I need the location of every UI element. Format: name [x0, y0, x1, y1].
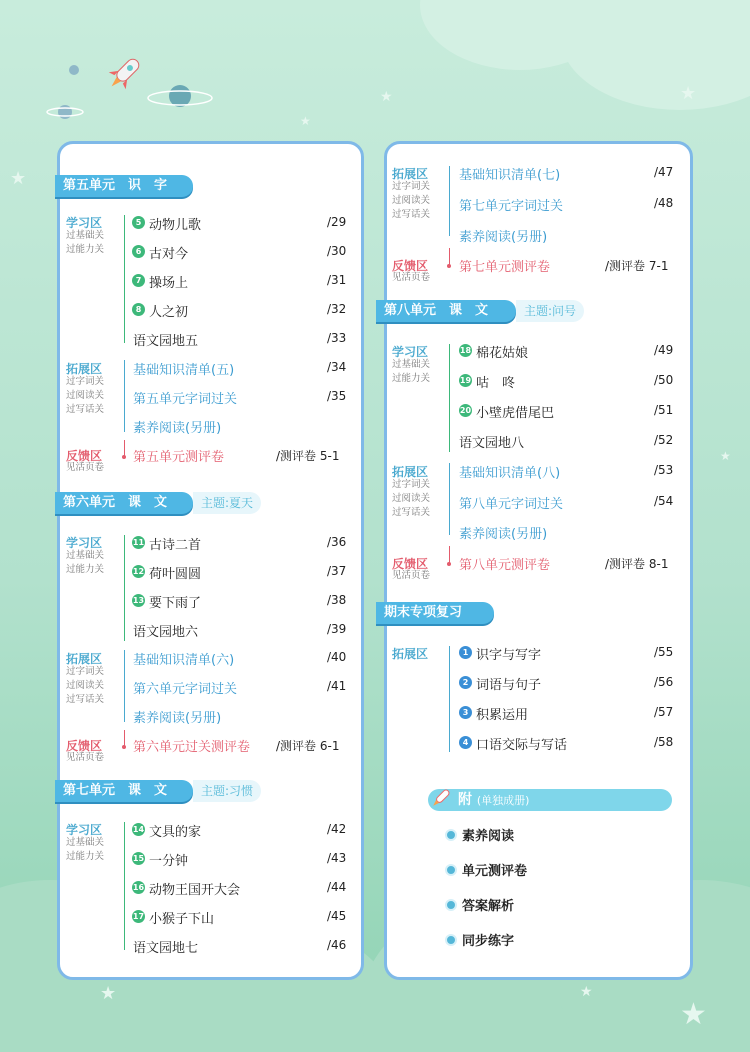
zone-sub: 过基础关 [66, 837, 105, 848]
planet-icon [145, 80, 215, 116]
zone-label: 拓展区 [66, 362, 103, 376]
page-number: /测评卷 7-1 [605, 259, 669, 273]
toc-item[interactable]: 第八单元字词过关 [459, 497, 564, 512]
toc-item[interactable]: 积累运用 [476, 708, 529, 723]
page-number: /56 [654, 675, 674, 689]
toc-item[interactable]: 基础知识清单(六) [133, 653, 235, 668]
appendix-note: (单独成册) [476, 794, 530, 807]
lesson-number: 16 [132, 883, 145, 892]
lesson-number: 8 [132, 303, 145, 316]
zone-sub: 过字词关 [66, 666, 105, 677]
zone-sub: 过阅读关 [66, 390, 105, 401]
zone-sub: 过写话关 [66, 694, 105, 705]
page-number: /32 [327, 302, 347, 316]
moon-icon [68, 64, 80, 76]
page-number: /测评卷 5-1 [276, 449, 340, 463]
divider [449, 166, 450, 236]
lesson-number: 12 [132, 567, 145, 576]
zone-sub: 过阅读关 [66, 680, 105, 691]
toc-item[interactable]: 动物王国开大会 [149, 883, 241, 898]
page-number: /49 [654, 343, 674, 357]
lesson-number: 11 [132, 538, 145, 547]
toc-item[interactable]: 第六单元过关测评卷 [133, 740, 251, 755]
appendix-item[interactable]: 同步练字 [462, 934, 515, 949]
toc-item[interactable]: 动物儿歌 [149, 218, 202, 233]
page-number: /35 [327, 389, 347, 403]
page-number: /36 [327, 535, 347, 549]
planet-icon [445, 899, 457, 911]
zone-label: 拓展区 [66, 652, 103, 666]
page-number: /34 [327, 360, 347, 374]
zone-sub: 过字词关 [392, 181, 431, 192]
toc-item[interactable]: 素养阅读(另册) [133, 421, 222, 436]
page-number: /41 [327, 679, 347, 693]
page-number: /30 [327, 244, 347, 258]
page-number: /53 [654, 463, 674, 477]
zone-sub: 过能力关 [66, 244, 105, 255]
appendix-item[interactable]: 素养阅读 [462, 829, 515, 844]
page-number: /46 [327, 938, 347, 952]
page-number: /测评卷 6-1 [276, 739, 340, 753]
appendix-header [428, 789, 672, 811]
toc-item[interactable]: 素养阅读(另册) [459, 527, 548, 542]
zone-sub: 过阅读关 [392, 195, 431, 206]
toc-item[interactable]: 第七单元测评卷 [459, 260, 551, 275]
appendix-title: 附 [458, 792, 472, 808]
page-number: /44 [327, 880, 347, 894]
page-number: /57 [654, 705, 674, 719]
zone-sub: 过阅读关 [392, 493, 431, 504]
rocket-icon [428, 785, 454, 811]
page-number: /58 [654, 735, 674, 749]
appendix-item[interactable]: 答案解析 [462, 899, 515, 914]
toc-item[interactable]: 基础知识清单(七) [459, 168, 561, 183]
toc-item[interactable]: 咕 咚 [476, 376, 516, 391]
divider [124, 535, 125, 641]
page-number: /39 [327, 622, 347, 636]
zone-label: 学习区 [66, 823, 103, 837]
planet-icon [445, 829, 457, 841]
zone-sub: 过能力关 [66, 851, 105, 862]
toc-item[interactable]: 第七单元字词过关 [459, 199, 564, 214]
page-number: /47 [654, 165, 674, 179]
zone-label: 反馈区 [66, 449, 103, 463]
zone-sub: 见活页卷 [392, 570, 431, 581]
zone-label: 拓展区 [392, 647, 429, 661]
zone-sub: 过能力关 [66, 564, 105, 575]
lesson-number: 13 [132, 596, 145, 605]
planet-icon [445, 864, 457, 876]
toc-item[interactable]: 语文园地八 [459, 436, 525, 451]
zone-label: 拓展区 [392, 167, 429, 181]
zone-label: 学习区 [66, 536, 103, 550]
zone-sub: 过基础关 [66, 230, 105, 241]
page-number: /45 [327, 909, 347, 923]
zone-sub: 过字词关 [392, 479, 431, 490]
unit-theme: 主题:夏天 [193, 492, 261, 514]
background: ★ ★ ★ ★ ★ ★ ★ ★ [0, 0, 750, 1052]
zone-sub: 见活页卷 [66, 752, 105, 763]
toc-item[interactable]: 第五单元字词过关 [133, 392, 238, 407]
lesson-number: 18 [459, 346, 472, 355]
rocket-icon [100, 50, 150, 96]
unit-header: 第七单元 课 文 [55, 780, 193, 802]
zone-label: 拓展区 [392, 465, 429, 479]
lesson-number: 15 [132, 854, 145, 863]
page-number: /48 [654, 196, 674, 210]
unit-header: 第八单元 课 文 [376, 300, 516, 322]
lesson-number: 5 [132, 216, 145, 229]
zone-sub: 见活页卷 [392, 272, 431, 283]
page-number: /31 [327, 273, 347, 287]
page-number: /51 [654, 403, 674, 417]
page-number: /40 [327, 650, 347, 664]
divider [449, 344, 450, 452]
zone-sub: 过字词关 [66, 376, 105, 387]
toc-item[interactable]: 基础知识清单(八) [459, 466, 561, 481]
toc-item[interactable]: 识字与写字 [476, 648, 542, 663]
unit-theme: 主题:习惯 [193, 780, 261, 802]
planet-icon [445, 934, 457, 946]
planet-icon [45, 100, 85, 124]
divider [124, 215, 125, 343]
review-number: 2 [459, 676, 472, 689]
divider [449, 463, 450, 535]
lesson-number: 7 [132, 274, 145, 287]
toc-item[interactable]: 口语交际与写话 [476, 738, 568, 753]
page-number: /38 [327, 593, 347, 607]
toc-item[interactable]: 第八单元测评卷 [459, 558, 551, 573]
toc-item[interactable]: 棉花姑娘 [476, 346, 529, 361]
bullet-dot [447, 264, 451, 268]
toc-item[interactable]: 操场上 [149, 276, 189, 291]
toc-item[interactable]: 语文园地七 [133, 941, 199, 956]
toc-item[interactable]: 第五单元测评卷 [133, 450, 225, 465]
zone-sub: 过写话关 [66, 404, 105, 415]
page-number: /54 [654, 494, 674, 508]
page-number: /29 [327, 215, 347, 229]
zone-sub: 过写话关 [392, 209, 431, 220]
toc-item[interactable]: 词语与句子 [476, 678, 542, 693]
zone-sub: 过基础关 [66, 550, 105, 561]
page-number: /50 [654, 373, 674, 387]
zone-sub: 见活页卷 [66, 462, 105, 473]
toc-item[interactable]: 基础知识清单(五) [133, 363, 235, 378]
zone-sub: 过能力关 [392, 373, 431, 384]
zone-label: 反馈区 [66, 739, 103, 753]
review-header: 期末专项复习 [376, 602, 494, 624]
divider [124, 360, 125, 432]
toc-item[interactable]: 人之初 [149, 305, 189, 320]
toc-item[interactable]: 素养阅读(另册) [459, 230, 548, 245]
toc-item[interactable]: 文具的家 [149, 825, 202, 840]
toc-item[interactable]: 小壁虎借尾巴 [476, 406, 555, 421]
zone-sub: 过基础关 [392, 359, 431, 370]
page-number: /测评卷 8-1 [605, 557, 669, 571]
unit-theme: 主题:问号 [516, 300, 584, 322]
toc-item[interactable]: 古对今 [149, 247, 189, 262]
bullet-dot [122, 745, 126, 749]
unit-header: 第五单元 识 字 [55, 175, 193, 197]
zone-sub: 过写话关 [392, 507, 431, 518]
lesson-number: 6 [132, 245, 145, 258]
lesson-number: 20 [459, 406, 472, 415]
review-number: 4 [459, 736, 472, 749]
page-number: /55 [654, 645, 674, 659]
lesson-number: 19 [459, 376, 472, 385]
review-number: 3 [459, 706, 472, 719]
page-number: /43 [327, 851, 347, 865]
zone-label: 反馈区 [392, 557, 429, 571]
zone-label: 学习区 [66, 216, 103, 230]
page-number: /42 [327, 822, 347, 836]
page-number: /52 [654, 433, 674, 447]
unit-header: 第六单元 课 文 [55, 492, 193, 514]
page-number: /37 [327, 564, 347, 578]
zone-label: 反馈区 [392, 259, 429, 273]
review-number: 1 [459, 646, 472, 659]
toc-item[interactable]: 荷叶圆圆 [149, 567, 202, 582]
toc-item[interactable]: 古诗二首 [149, 538, 202, 553]
page-number: /33 [327, 331, 347, 345]
bullet-dot [122, 455, 126, 459]
toc-item[interactable]: 要下雨了 [149, 596, 202, 611]
toc-item[interactable]: 语文园地五 [133, 334, 199, 349]
lesson-number: 14 [132, 825, 145, 834]
bullet-dot [447, 562, 451, 566]
toc-item[interactable]: 第六单元字词过关 [133, 682, 238, 697]
toc-item[interactable]: 一分钟 [149, 854, 189, 869]
zone-label: 学习区 [392, 345, 429, 359]
toc-item[interactable]: 小猴子下山 [149, 912, 215, 927]
appendix-item[interactable]: 单元测评卷 [462, 864, 528, 879]
divider [449, 646, 450, 752]
toc-item[interactable]: 语文园地六 [133, 625, 199, 640]
lesson-number: 17 [132, 912, 145, 921]
divider [124, 650, 125, 722]
divider [124, 822, 125, 950]
toc-item[interactable]: 素养阅读(另册) [133, 711, 222, 726]
